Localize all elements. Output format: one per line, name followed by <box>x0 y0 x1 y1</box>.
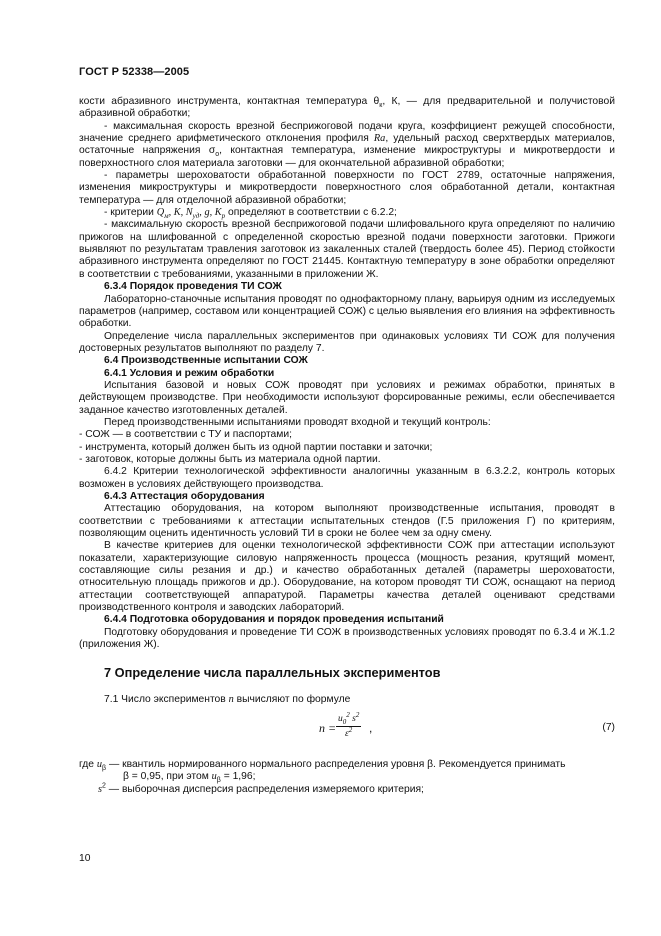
formula-fraction <box>336 710 361 741</box>
heading-6-4-3: 6.4.3 Аттестация оборудования <box>104 491 265 502</box>
list-item-finishing-criteria: - максимальная скорость врезной бесприжоговой подачи круга, коэффициент режущей способности, значение среднего арифметического отклонения профиля Ra, удельный расход сверхтвердых материалов, остаточные напряжения $\sigma_о$, контактная температура, изменение микроструктуры и микротвердости и поверхностного слоя материала заготовки — для окончательной абразивной обработки; <box>79 120 616 169</box>
paragraph-6-4-3-b: В качестве критериев для оценки технологической эффективности СОЖ при аттестации используют показатели, характеризующие силовую напряженность процесса (мощность резания, крутящий момент, составляющие силы резания и др.) и качество обработанных деталей (параметры шероховатости, относительную площадь прижогов и др.). Оборудование, на котором проводят ТИ СОЖ, оснащают на период аттестации соответствующей аппаратурой. Параметры качества деталей оценивают средствами производственного контроля и заводских лабораторий. <box>79 540 615 614</box>
heading-6-4-1: 6.4.1 Условия и режим обработки <box>104 367 275 379</box>
list-item-criteria-q-k-n: - критерии $Q_м$, K, $N_{уд}$, g, $K_р$ определяют в соответствии с 6.2.2; <box>104 207 397 221</box>
paragraph-roughing-criteria: кости абразивного инструмента, контактная температура $\theta_к$, К, — для предварительной и получистовой абразивной обработки; <box>79 96 615 120</box>
paragraph-6-3-4-a: Лабораторно-станочные испытания проводят по однофакторному плану, варьируя одним из исследуемых параметров (например, составом или концентрацией СОЖ) с целью выявления его влияния на эффективность обработки. <box>79 293 616 330</box>
heading-6-4-4: 6.4.4 Подготовка оборудования и порядок проведения испытаний <box>104 614 444 626</box>
document-header: ГОСТ Р 52338—2005 <box>79 66 190 78</box>
paragraph-6-4-1-a: Испытания базовой и новых СОЖ проводят при условиях и режимах обработки, принятых в действующем производстве. При необходимости используют форсированные режимы, если обеспечивается заданное качество изготовленных деталей. <box>79 379 615 416</box>
list-item-tool: - инструмента, который должен быть из одной партии поставки и заточки; <box>79 441 433 453</box>
where-s-squared: $s^2$ — выборочная дисперсия распределения измеряемого критерия; <box>98 782 424 795</box>
list-item-workpieces: - заготовок, которые должны быть из материала одной партии. <box>79 453 381 465</box>
paragraph-6-3-4-b: Определение числа параллельных экспериментов при одинаковых условиях ТИ СОЖ для получения достоверных результатов выполняют по разделу 7. <box>79 330 615 354</box>
formula-lhs: n = <box>319 720 337 735</box>
formula-comma: , <box>369 720 373 735</box>
document-body <box>79 96 615 796</box>
where-u-beta: где $u_\beta$ — квантиль нормированного нормального распределения уровня β. Рекомендуется принимать <box>79 758 566 772</box>
paragraph-6-4-4: Подготовку оборудования и проведение ТИ СОЖ в производственных условиях проводят по 6.3.4 и Ж.1.2 (приложения Ж). <box>79 626 615 651</box>
paragraph-7-1: 7.1 Число экспериментов n вычисляют по формуле <box>104 694 351 706</box>
paragraph-6-4-2: 6.4.2 Критерии технологической эффективности аналогичны указанным в 6.3.2.2, контроль которых возможен в условиях действующего производства. <box>79 466 615 490</box>
list-item-max-feed-speed: - максимальную скорость врезной бесприжоговой подачи шлифовального круга определяют по наличию прижогов на шлифованной с определенной скоростью врезной подачи поверхности заготовки. Прижоги выявляют по результатам травления заготовок из закаленных сталей (твердость более 45). Период стойкости абразивного инструмента определяют по ГОСТ 21445. Контактную температуру в зоне обработки определяют в соответствии с требованиями, указанными в приложении Ж. <box>79 219 615 280</box>
heading-6-4: 6.4 Производственные испытании СОЖ <box>104 355 308 367</box>
page-number: 10 <box>79 853 91 864</box>
formula-denominator: $\varepsilon^2$ <box>345 726 353 740</box>
paragraph-6-4-1-b: Перед производственными испытаниями проводят входной и текущий контроль: <box>104 416 491 428</box>
equation-number: (7) <box>602 721 615 733</box>
heading-6-3-4: 6.3.4 Порядок проведения ТИ СОЖ <box>104 281 282 293</box>
where-beta-value: β = 0,95, при этом $u_\beta = 1,96$; <box>123 771 256 785</box>
list-item-fine-finishing-criteria: - параметры шероховатости обработанной поверхности по ГОСТ 2789, остаточные напряжения, изменения микроструктуры и микротвердости поверхностного слоя обработанной детали, контактная температура — для отделочной абразивной обработки; <box>79 170 615 206</box>
list-item-coolant: - СОЖ — в соответствии с ТУ и паспортами; <box>79 429 292 441</box>
formula-numerator: $u_0^2$ $s^2$ <box>338 710 360 726</box>
paragraph-6-4-3-a: Аттестацию оборудования, на котором выполняют производственные испытания, проводят в соответствии с требованиями к аттестации испытательных стендов (Г.5 приложения Г) по критериям, позволяющим оценить идентичность условий ТИ в сроки не более чем за одну смену. <box>79 503 615 540</box>
formula-7 <box>79 710 615 753</box>
section-7-title: 7 Определение числа параллельных экспериментов <box>104 665 441 681</box>
